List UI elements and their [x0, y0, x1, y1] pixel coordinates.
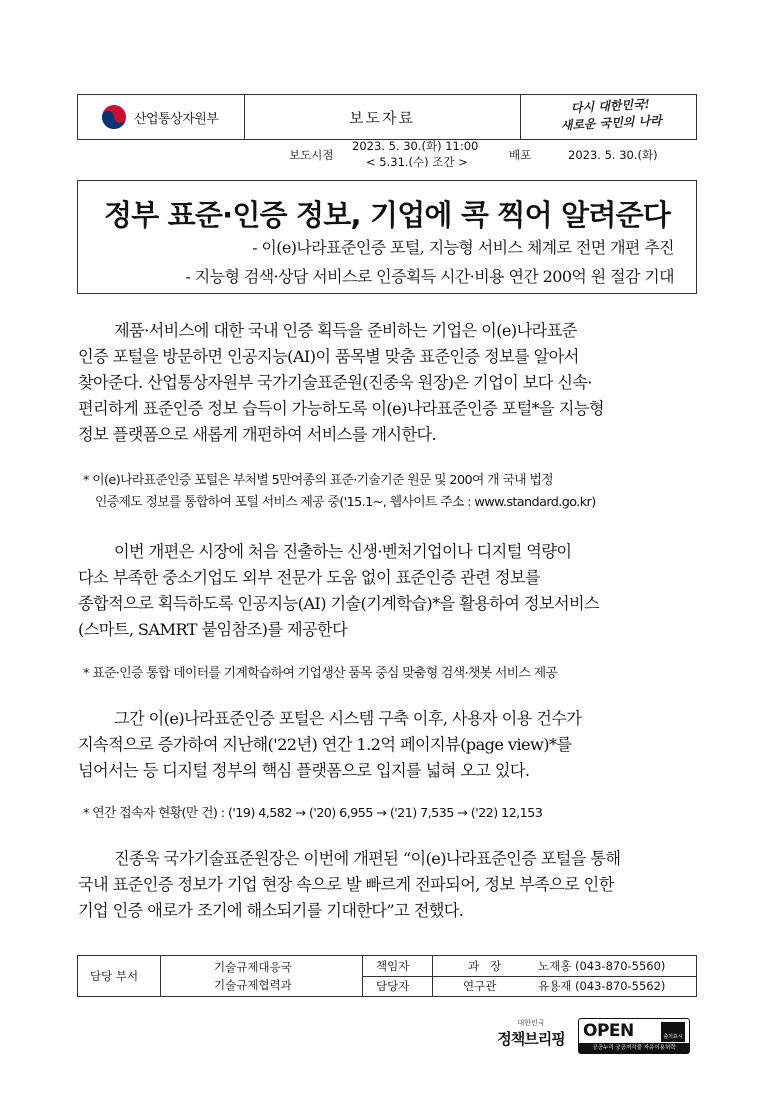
role1-label: 책임자 — [376, 959, 410, 973]
text-line: 인증 포털을 방문하면 인공지능(AI)이 품목별 맞춤 표준인증 정보를 알아서 — [78, 347, 579, 366]
release-time-label: 보도시점 — [289, 148, 334, 162]
header-box — [77, 94, 697, 140]
role2-title: 연구관 — [463, 979, 497, 993]
press-release-label: 보도자료 — [349, 108, 415, 127]
ministry-logo — [100, 95, 218, 139]
text-line: 정보 플랫폼으로 새롭게 개편하여 서비스를 개시한다. — [78, 425, 437, 444]
title-box — [77, 180, 697, 294]
text-line: 찾아준다. 산업통상자원부 국가기술표준원(진종욱 원장)은 기업이 보다 신속· — [78, 373, 592, 392]
footnote-3: * 연간 접속자 현황(만 건) : ('19) 4,582 → ('20) 6,955 → ('21) 7,535 → ('22) 12,153 — [83, 806, 543, 821]
note-line: * 이(e)나라표준인증 포털은 부처별 5만여종의 표준·기술기준 원문 및 200여 개 국내 법정 — [83, 473, 554, 488]
paragraph-2 — [78, 539, 700, 643]
headline: 정부 표준·인증 정보, 기업에 콕 찍어 알려준다 — [103, 198, 671, 232]
release-time-value: 2023. 5. 30.(화) 11:00 — [352, 139, 479, 153]
text-line: 진종욱 국가기술표준원장은 이번에 개편된 “이(e)나라표준인증 포털을 통해 — [114, 849, 621, 868]
text-line: 다소 부족한 중소기업도 외부 전문가 도움 없이 표준인증 관련 정보를 — [78, 568, 540, 587]
text-line: 기업 인증 애로가 조기에 해소되기를 기대한다”고 전했다. — [78, 901, 464, 920]
ministry-name: 산업통상자원부 — [134, 111, 219, 127]
text-line: 넘어서는 등 디지털 정부의 핵심 플랫폼으로 입지를 넓혀 오고 있다. — [78, 761, 530, 780]
role2-person: 유용재 (043-870-5562) — [538, 979, 666, 993]
slogan-line1: 다시 대한민국! — [570, 96, 651, 116]
text-line: 종합적으로 획득하도록 인공지능(AI) 기술(기계학습)*을 활용하여 정보서비스 — [78, 594, 600, 613]
footnote-2: * 표준·인증 통합 데이터를 기계학습하여 기업생산 품목 중심 맞춤형 검색·챗봇 서비스 제공 — [83, 666, 558, 681]
slogan-line2: 새로운 국민의 나라 — [560, 113, 663, 133]
brief-small: 대한민국 — [517, 1019, 545, 1027]
distribution-value: 2023. 5. 30.(화) — [568, 148, 658, 162]
policy-briefing-logo — [492, 1018, 570, 1058]
subheadline-2: - 지능형 검색·상담 서비스로 인증획득 시간·비용 연간 200억 원 절감 기대 — [185, 267, 674, 286]
text-line: 지속적으로 증가하여 지난해('22년) 연간 1.2억 페이지뷰(page view)*를 — [78, 735, 572, 754]
open-sub: 공공누리 공공저작물 자유이용허락 — [579, 1043, 689, 1053]
attribution-icon — [661, 1022, 685, 1042]
text-line: 제품·서비스에 대한 국내 인증 획득을 준비하는 기업은 이(e)나라표준 — [114, 321, 577, 340]
text-line: 국내 표준인증 정보가 기업 현장 속으로 발 빠르게 전파되어, 정보 부족으로 인한 — [78, 875, 614, 894]
dept-division: 기술규제협력과 — [214, 978, 292, 992]
text-line: 그간 이(e)나라표준인증 포털은 시스템 구축 이후, 사용자 이용 건수가 — [114, 709, 582, 728]
dept-label: 담당 부서 — [90, 969, 139, 983]
footnote-1 — [83, 470, 596, 514]
subheadline-1: - 이(e)나라표준인증 포털, 지능형 서비스 체계로 전면 개편 추진 — [252, 238, 674, 257]
dept-bureau: 기술규제대응국 — [214, 960, 292, 974]
text-line: 이번 개편은 시장에 처음 진출하는 신생·벤처기업이나 디지털 역량이 — [114, 542, 572, 561]
brief-name: 정책브리핑 — [497, 1030, 565, 1048]
open-label: OPEN — [583, 1021, 634, 1041]
note-line: 인증제도 정보를 통합하여 포털 서비스 제공 중('15.1~, 웹사이트 주소 : www.standard.go.kr) — [95, 495, 596, 510]
paragraph-4 — [78, 846, 700, 924]
role2-label: 담당자 — [376, 979, 410, 993]
contact-table — [77, 955, 697, 997]
text-line: (스마트, SAMRT 붙임참조)를 제공한다 — [78, 620, 348, 639]
distribution-label: 배포 — [509, 148, 532, 162]
role1-person: 노재홍 (043-870-5560) — [538, 959, 666, 973]
role1-title: 과 장 — [468, 959, 502, 973]
paragraph-3 — [78, 706, 700, 784]
text-line: 편리하게 표준인증 정보 습득이 가능하도록 이(e)나라표준인증 포털*을 지능형 — [78, 399, 604, 418]
slogan — [525, 94, 697, 143]
attribution-badge-label: 출처표시 — [663, 1034, 683, 1040]
release-time-note: < 5.31.(수) 조간 > — [366, 155, 468, 169]
paragraph-1 — [78, 318, 700, 448]
taegeuk-icon — [100, 103, 128, 131]
open-license-badge — [578, 1018, 690, 1054]
